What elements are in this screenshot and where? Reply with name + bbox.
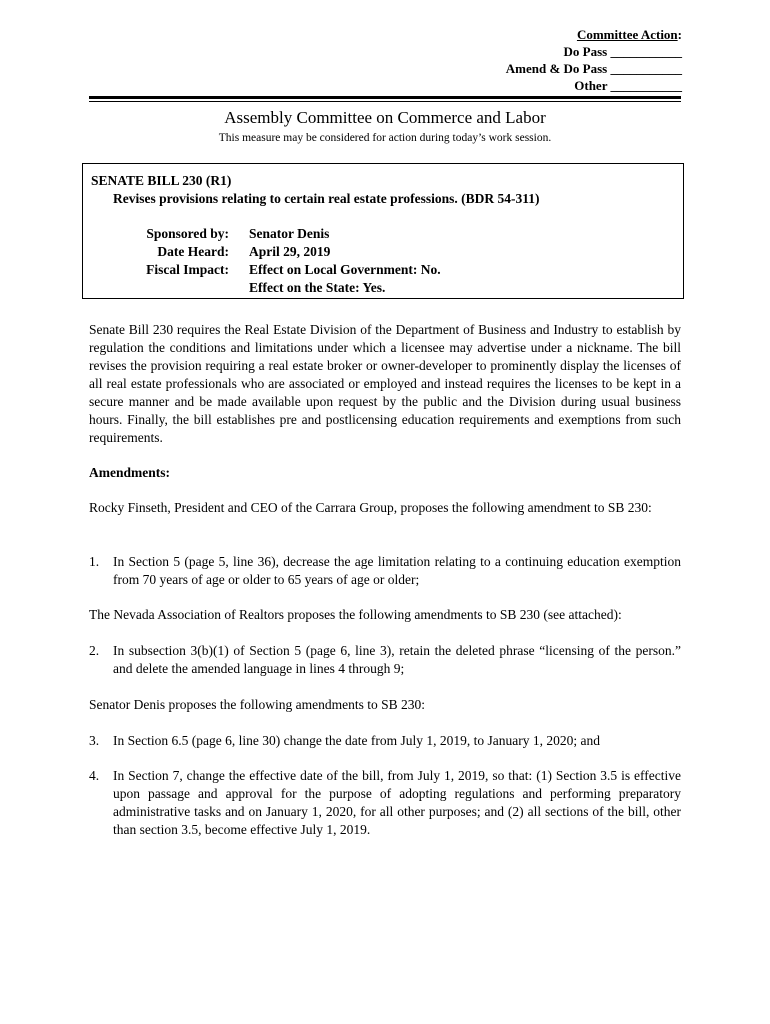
- fiscal-impact-row: [83, 261, 683, 279]
- bill-number: SENATE BILL 230 (R1): [91, 173, 232, 188]
- amendment-number: 1.: [89, 554, 100, 569]
- amendment-item: [89, 642, 681, 678]
- fiscal-impact-local: Effect on Local Government: No.: [249, 262, 441, 277]
- amendment-number: 4.: [89, 768, 100, 783]
- denis-intro: Senator Denis proposes the following amendments to SB 230:: [89, 697, 425, 712]
- amendment-item: [89, 767, 681, 839]
- sponsored-by-label: Sponsored by:: [146, 226, 229, 241]
- committee-name: Assembly Committee on Commerce and Labor: [224, 108, 546, 127]
- amendment-text: In Section 5 (page 5, line 36), decrease the age limitation relating to a continuing education exemption from 70 years of age or older to 65 years of age or older;: [113, 554, 681, 587]
- other-line: Other ___________: [574, 78, 682, 93]
- fiscal-impact-label: Fiscal Impact:: [146, 262, 229, 277]
- sponsored-by-row: [83, 225, 683, 243]
- header-divider-thin: [89, 101, 681, 102]
- amend-do-pass-line: Amend & Do Pass ___________: [505, 61, 682, 76]
- rocky-intro: Rocky Finseth, President and CEO of the Carrara Group, proposes the following amendment to SB 230:: [89, 500, 652, 515]
- bill-title: Revises provisions relating to certain real estate professions. (BDR 54-311): [113, 191, 540, 206]
- amendment-number: 3.: [89, 733, 100, 748]
- do-pass-line: Do Pass ___________: [563, 44, 682, 59]
- amendment-text: In subsection 3(b)(1) of Section 5 (page 6, line 3), retain the deleted phrase “licensing of the person.” and delete the amended language in lines 4 through 9;: [113, 643, 681, 676]
- amendment-number: 2.: [89, 643, 100, 658]
- amendment-item: [89, 732, 681, 750]
- bill-summary: Senate Bill 230 requires the Real Estate Division of the Department of Business and Industry to establish by regulation the conditions and limitations under which a licensee may advertise under a nickname. The bill revises the provision requiring a real estate broker or owner-developer to prominently display the licenses of all real estate professionals who are associated or employed and instead requires the licenses to be kept in a secure manner and be made available upon request by the public and the Division during usual business hours. Finally, the bill establishes pre and postlicensing education requirements and exemptions from such requirements.: [89, 322, 681, 445]
- committee-action-title: Committee Action:: [576, 27, 682, 42]
- committee-action-block: [422, 26, 682, 94]
- fiscal-impact-state: Effect on the State: Yes.: [249, 280, 386, 295]
- sponsored-by-value: Senator Denis: [249, 226, 330, 241]
- work-session-note: This measure may be considered for action during today’s work session.: [218, 132, 552, 144]
- amendments-heading: Amendments:: [89, 465, 170, 480]
- realtors-intro: The Nevada Association of Realtors proposes the following amendments to SB 230 (see attached):: [89, 607, 622, 622]
- amendment-text: In Section 6.5 (page 6, line 30) change the date from July 1, 2019, to January 1, 2020; and: [113, 733, 601, 748]
- bill-meta: [83, 225, 683, 297]
- fiscal-impact-state-row: [83, 279, 683, 297]
- amendment-text: In Section 7, change the effective date of the bill, from July 1, 2019, so that: (1) Section 3.5 is effective upon passage and approval for the purpose of adopting regulations and performing preparatory administrative tasks and on January 1, 2020, for all other purposes; and (2) all sections of the bill, other than section 3.5, become effective July 1, 2019.: [113, 768, 681, 837]
- amendment-item: [89, 553, 681, 589]
- bill-info-box: [82, 163, 684, 299]
- header-divider-thick: [89, 96, 681, 99]
- date-heard-label: Date Heard:: [157, 244, 229, 259]
- date-heard-row: [83, 243, 683, 261]
- date-heard-value: April 29, 2019: [249, 244, 331, 259]
